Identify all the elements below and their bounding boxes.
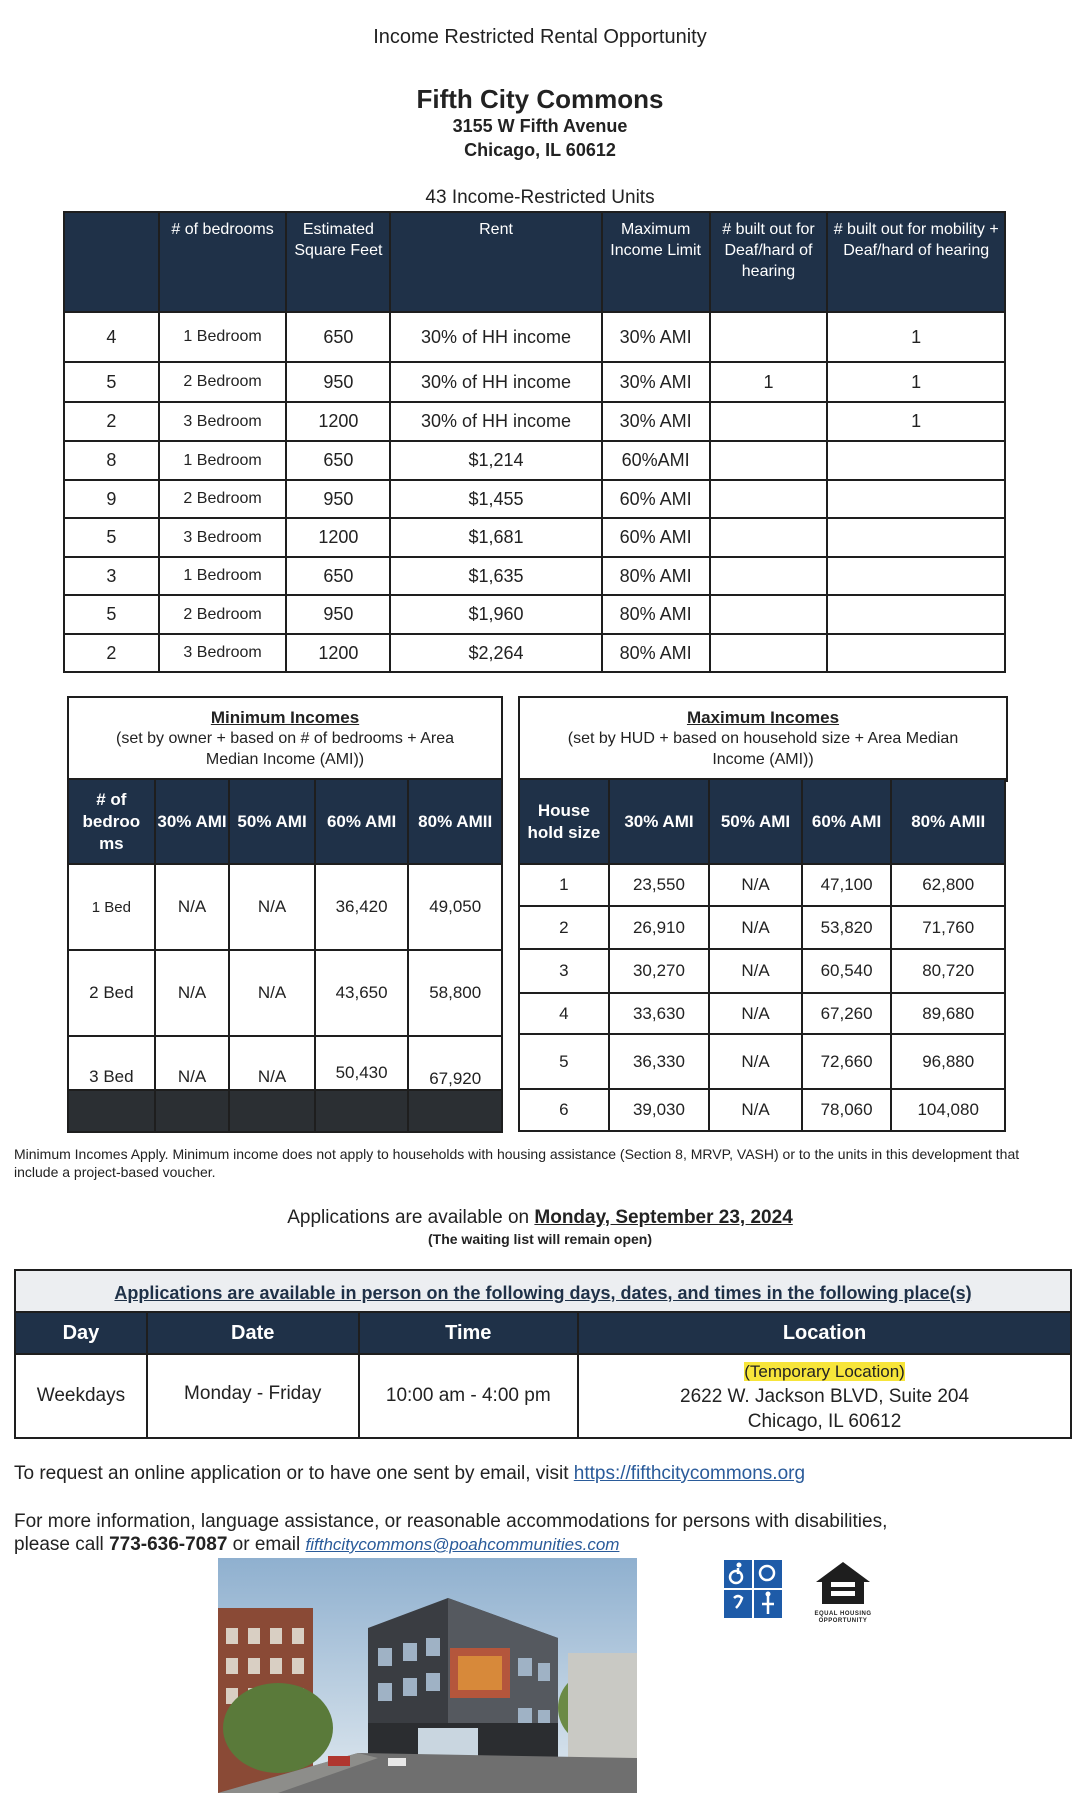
table-cell: $1,214 bbox=[390, 441, 601, 480]
table-cell: 650 bbox=[286, 441, 390, 480]
table-cell bbox=[710, 441, 828, 480]
table-cell: 1 bbox=[827, 312, 1005, 362]
table-cell: 1 Bedroom bbox=[159, 557, 287, 595]
table-cell: 650 bbox=[286, 557, 390, 595]
table-row bbox=[64, 557, 1005, 595]
table-cell: 3 Bedroom bbox=[159, 402, 287, 441]
table-cell: 80% AMI bbox=[602, 595, 710, 634]
table-cell: 1 bbox=[519, 864, 609, 906]
table-cell: N/A bbox=[229, 864, 314, 950]
table-cell: 3 Bedroom bbox=[159, 634, 287, 672]
max-incomes-table bbox=[518, 778, 1006, 1132]
table-row bbox=[68, 864, 502, 950]
units-header-rent: Rent bbox=[390, 212, 601, 312]
table-row bbox=[64, 441, 1005, 480]
contact-middle: or email bbox=[227, 1534, 306, 1555]
table-cell: 3 Bed bbox=[68, 1036, 155, 1090]
table-cell: 1 Bedroom bbox=[159, 441, 287, 480]
table-cell: 950 bbox=[286, 362, 390, 402]
table-cell: 30% AMI bbox=[602, 402, 710, 441]
table-cell: 2 bbox=[64, 634, 159, 672]
units-header-deaf: # built out for Deaf/hard of hearing bbox=[710, 212, 828, 312]
table-cell: $1,681 bbox=[390, 518, 601, 557]
contact-block bbox=[14, 1510, 1074, 1556]
table-cell: 2 bbox=[64, 402, 159, 441]
min-incomes-footer-band bbox=[68, 1090, 502, 1132]
equal-housing-logo bbox=[808, 1560, 878, 1626]
min-header-bedrooms: # of bedroo ms bbox=[68, 779, 155, 864]
units-header-mobility: # built out for mobility + Deaf/hard of hearing bbox=[827, 212, 1005, 312]
table-row bbox=[64, 634, 1005, 672]
table-cell bbox=[827, 518, 1005, 557]
table-cell: N/A bbox=[709, 1034, 801, 1089]
table-cell bbox=[827, 634, 1005, 672]
table-cell bbox=[827, 557, 1005, 595]
schedule-banner-text: Applications are available in person on the following days, dates, and times in the following place(s) bbox=[114, 1283, 972, 1303]
table-cell bbox=[827, 441, 1005, 480]
max-header-30: 30% AMI bbox=[609, 779, 710, 864]
table-cell bbox=[710, 634, 828, 672]
address-line2: Chicago, IL 60612 bbox=[464, 140, 616, 160]
location-tag: (Temporary Location) bbox=[744, 1361, 905, 1381]
schedule-date: Monday - Friday bbox=[147, 1354, 359, 1438]
table-cell: 3 bbox=[64, 557, 159, 595]
table-cell: 1200 bbox=[286, 634, 390, 672]
table-cell: N/A bbox=[709, 864, 801, 906]
table-cell: 30% AMI bbox=[602, 312, 710, 362]
table-cell: 80% AMI bbox=[602, 557, 710, 595]
min-income-note: Minimum Incomes Apply. Minimum income does not apply to households with housing assistance (Section 8, MRVP, VASH) or to the units in this development that include a project-based voucher. bbox=[14, 1146, 1020, 1180]
equal-housing-icon bbox=[814, 1560, 872, 1606]
website-link[interactable]: https://fifthcitycommons.org bbox=[573, 1463, 806, 1484]
table-cell: 47,100 bbox=[802, 864, 892, 906]
table-row bbox=[64, 312, 1005, 362]
table-cell: $1,960 bbox=[390, 595, 601, 634]
contact-phone[interactable]: 773-636-7087 bbox=[109, 1534, 228, 1555]
table-cell: N/A bbox=[229, 1036, 314, 1090]
table-cell: 650 bbox=[286, 312, 390, 362]
units-header-sqft: Estimated Square Feet bbox=[286, 212, 390, 312]
table-cell: N/A bbox=[709, 906, 801, 949]
table-cell: 23,550 bbox=[609, 864, 710, 906]
table-cell: 4 bbox=[519, 993, 609, 1034]
units-header-count bbox=[64, 212, 159, 312]
table-cell: 33,630 bbox=[609, 993, 710, 1034]
table-cell: 43,650 bbox=[315, 950, 409, 1036]
table-cell: N/A bbox=[155, 1036, 230, 1090]
table-cell: N/A bbox=[709, 949, 801, 993]
table-cell: 5 bbox=[519, 1034, 609, 1089]
table-cell: $2,264 bbox=[390, 634, 601, 672]
units-table-header bbox=[64, 212, 1005, 312]
min-header-50: 50% AMI bbox=[229, 779, 314, 864]
table-row bbox=[64, 402, 1005, 441]
units-header-income-limit: Maximum Income Limit bbox=[602, 212, 710, 312]
table-cell: 9 bbox=[64, 480, 159, 518]
table-cell: 104,080 bbox=[891, 1089, 1005, 1131]
contact-email-link[interactable]: fifthcitycommons@poahcommunities.com bbox=[305, 1535, 620, 1554]
min-header-80: 80% AMII bbox=[408, 779, 502, 864]
table-cell: 5 bbox=[64, 362, 159, 402]
table-cell: 49,050 bbox=[408, 864, 502, 950]
table-cell: 30% of HH income bbox=[390, 362, 601, 402]
table-cell: $1,635 bbox=[390, 557, 601, 595]
table-cell: 950 bbox=[286, 595, 390, 634]
building-rendering-graphic bbox=[218, 1558, 637, 1793]
applications-date: Monday, September 23, 2024 bbox=[534, 1207, 793, 1228]
table-cell: N/A bbox=[155, 864, 230, 950]
table-cell: 72,660 bbox=[802, 1034, 892, 1089]
table-cell: 30% of HH income bbox=[390, 312, 601, 362]
table-cell: 1 bbox=[827, 402, 1005, 441]
table-cell: 62,800 bbox=[891, 864, 1005, 906]
table-row bbox=[519, 906, 1005, 949]
table-cell: 1200 bbox=[286, 402, 390, 441]
table-cell: 2 bbox=[519, 906, 609, 949]
equal-housing-line1: EQUAL HOUSING bbox=[814, 1611, 872, 1617]
online-text: To request an online application or to have one sent by email, visit bbox=[14, 1463, 574, 1484]
table-cell: $1,455 bbox=[390, 480, 601, 518]
table-cell: 80,720 bbox=[891, 949, 1005, 993]
table-cell: 30% AMI bbox=[602, 362, 710, 402]
building-rendering-image bbox=[218, 1558, 637, 1793]
table-cell: 53,820 bbox=[802, 906, 892, 949]
table-row bbox=[64, 595, 1005, 634]
table-cell: N/A bbox=[709, 993, 801, 1034]
max-incomes-title: Maximum Incomes bbox=[686, 708, 840, 727]
table-cell bbox=[827, 595, 1005, 634]
schedule-banner bbox=[14, 1269, 1072, 1311]
schedule-day: Weekdays bbox=[15, 1354, 147, 1438]
table-cell: 5 bbox=[64, 518, 159, 557]
table-cell: 71,760 bbox=[891, 906, 1005, 949]
table-cell: 78,060 bbox=[802, 1089, 892, 1131]
table-row bbox=[519, 1089, 1005, 1131]
table-cell: N/A bbox=[229, 950, 314, 1036]
table-cell: 60,540 bbox=[802, 949, 892, 993]
table-row bbox=[519, 993, 1005, 1034]
location-line2: Chicago, IL 60612 bbox=[747, 1410, 902, 1432]
min-incomes-table bbox=[67, 778, 503, 1133]
table-cell: 58,800 bbox=[408, 950, 502, 1036]
table-cell: 1 bbox=[827, 362, 1005, 402]
table-row bbox=[15, 1354, 1071, 1438]
table-cell bbox=[710, 518, 828, 557]
min-incomes-subtitle: (set by owner + based on # of bedrooms + Area Median Income (AMI)) bbox=[116, 730, 454, 768]
table-cell: 5 bbox=[64, 595, 159, 634]
schedule-time: 10:00 am - 4:00 pm bbox=[359, 1354, 579, 1438]
table-cell: 80% AMI bbox=[602, 634, 710, 672]
max-header-80: 80% AMII bbox=[891, 779, 1005, 864]
schedule-location bbox=[578, 1354, 1071, 1438]
units-table bbox=[63, 211, 1006, 673]
table-cell: 60% AMI bbox=[602, 480, 710, 518]
table-cell bbox=[710, 402, 828, 441]
contact-line1: For more information, language assistance, or reasonable accommodations for persons with disabilities, bbox=[14, 1511, 888, 1532]
table-cell: 8 bbox=[64, 441, 159, 480]
address-line1: 3155 W Fifth Avenue bbox=[452, 116, 628, 136]
table-cell: 3 Bedroom bbox=[159, 518, 287, 557]
min-incomes-header bbox=[68, 779, 502, 864]
max-header-60: 60% AMI bbox=[802, 779, 892, 864]
max-header-50: 50% AMI bbox=[709, 779, 801, 864]
table-cell: 4 bbox=[64, 312, 159, 362]
max-header-household: House hold size bbox=[519, 779, 609, 864]
applications-prefix: Applications are available on bbox=[287, 1207, 535, 1228]
contact-call-prefix: please call bbox=[14, 1534, 110, 1555]
table-cell: 2 Bedroom bbox=[159, 362, 287, 402]
table-cell bbox=[710, 312, 828, 362]
location-line1: 2622 W. Jackson BLVD, Suite 204 bbox=[680, 1385, 970, 1407]
min-incomes-title-box bbox=[67, 696, 503, 782]
max-incomes-title-box bbox=[518, 696, 1008, 782]
table-cell: 2 Bedroom bbox=[159, 480, 287, 518]
table-cell: N/A bbox=[155, 950, 230, 1036]
waiting-list-note: (The waiting list will remain open) bbox=[427, 1231, 653, 1247]
min-incomes-title: Minimum Incomes bbox=[210, 708, 360, 727]
applications-line bbox=[0, 1207, 1080, 1229]
table-cell bbox=[710, 480, 828, 518]
table-row bbox=[519, 864, 1005, 906]
table-cell: 36,330 bbox=[609, 1034, 710, 1089]
table-cell: 39,030 bbox=[609, 1089, 710, 1131]
table-cell: 950 bbox=[286, 480, 390, 518]
table-cell: 67,260 bbox=[802, 993, 892, 1034]
min-header-30: 30% AMI bbox=[155, 779, 230, 864]
table-cell: 50,430 bbox=[315, 1036, 409, 1090]
table-cell: 3 bbox=[519, 949, 609, 993]
table-row bbox=[68, 1036, 502, 1090]
schedule-header-location: Location bbox=[578, 1312, 1071, 1354]
table-cell: 6 bbox=[519, 1089, 609, 1131]
min-header-60: 60% AMI bbox=[315, 779, 409, 864]
equal-housing-line2: OPPORTUNITY bbox=[818, 1618, 868, 1624]
table-cell: 36,420 bbox=[315, 864, 409, 950]
table-row bbox=[64, 362, 1005, 402]
table-cell: 2 Bed bbox=[68, 950, 155, 1036]
table-row bbox=[68, 950, 502, 1036]
table-row bbox=[64, 480, 1005, 518]
schedule-header-date: Date bbox=[147, 1312, 359, 1354]
schedule-header bbox=[15, 1312, 1071, 1354]
units-header-bedrooms: # of bedrooms bbox=[159, 212, 287, 312]
table-cell: 30% of HH income bbox=[390, 402, 601, 441]
table-cell: 67,920 bbox=[408, 1036, 502, 1090]
table-cell: 1 bbox=[710, 362, 828, 402]
schedule-header-time: Time bbox=[359, 1312, 579, 1354]
table-cell: 30,270 bbox=[609, 949, 710, 993]
table-cell: 96,880 bbox=[891, 1034, 1005, 1089]
table-row bbox=[64, 518, 1005, 557]
schedule-table bbox=[14, 1311, 1072, 1439]
table-cell: 60% AMI bbox=[602, 518, 710, 557]
table-cell bbox=[710, 557, 828, 595]
table-cell bbox=[710, 595, 828, 634]
online-application-line bbox=[14, 1463, 1074, 1485]
schedule-header-day: Day bbox=[15, 1312, 147, 1354]
doc-title: Income Restricted Rental Opportunity bbox=[373, 26, 707, 48]
table-cell: N/A bbox=[709, 1089, 801, 1131]
table-cell: 1 Bedroom bbox=[159, 312, 287, 362]
max-incomes-subtitle: (set by HUD + based on household size + Area Median Income (AMI)) bbox=[567, 730, 959, 768]
table-row bbox=[519, 949, 1005, 993]
contact-line2 bbox=[14, 1533, 1074, 1556]
max-incomes-header bbox=[519, 779, 1005, 864]
table-cell: 26,910 bbox=[609, 906, 710, 949]
units-caption: 43 Income-Restricted Units bbox=[425, 187, 655, 208]
table-row bbox=[519, 1034, 1005, 1089]
table-cell: 60%AMI bbox=[602, 441, 710, 480]
table-cell: 89,680 bbox=[891, 993, 1005, 1034]
table-cell: 1200 bbox=[286, 518, 390, 557]
property-name: Fifth City Commons bbox=[416, 84, 664, 114]
table-cell: 1 Bed bbox=[68, 864, 155, 950]
table-cell: 2 Bedroom bbox=[159, 595, 287, 634]
table-cell bbox=[827, 480, 1005, 518]
accessibility-icon bbox=[724, 1560, 782, 1618]
